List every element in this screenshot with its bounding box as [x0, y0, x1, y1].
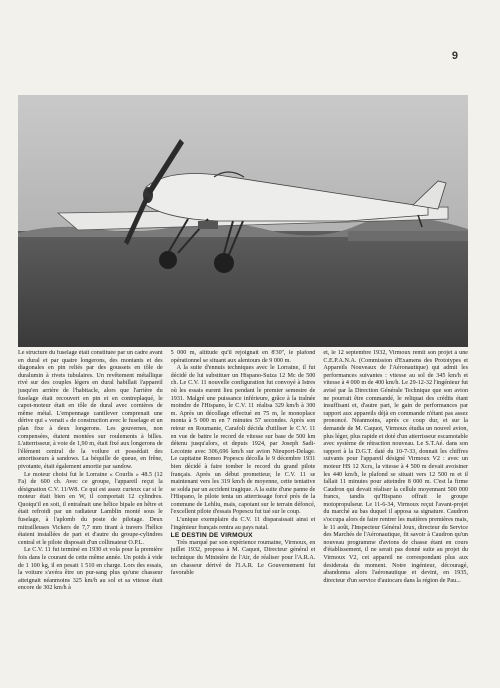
- section-heading: LE DESTIN DE VIRMOUX: [170, 532, 253, 540]
- page-number: 9: [451, 50, 458, 62]
- paragraph: Le structure du fuselage était constituée par un cadre avant en dural et par quatre longerons, des montants et des diagonales en pin reliés par des goussets en tôle de duralumin à rivets tubulaires. Un revêtement métallique rivé sur des couples légers en dural habillait l'appareil jusqu'en arrière de l'habitacle, alors que l'arrière du fuselage était recouvert en pin et en contreplaqué, le capot-moteur était en tôle de dural avec cornières de même métal. L'empennage cantilever comprenait une dérive qui « venait » de construction avec le fuselage et un plan fixe à deux longerons. Les gouvernes, non compensées, étaient montées sur roulements à billes. L'atterrisseur, à voie de 1,90 m, était fixé aux longerons de l'élément central de la voilure et possédait des amortisseurs à sandows. La béquille de queue, en frêne, pivotante, était également amortie par sandow.: [18, 350, 163, 470]
- paragraph: Le C.V. 11 fut terminé en 1930 et vola pour la première fois dans le courant de cette même année. Un poids à vide de 1 100 kg, il en pesait 1 510 en charge. Lors des essais, la voiture s'avéra être un pur-sang plus qu'une chasseur atteignait néanmoins 325 km/h au sol et sa vitesse était encore de 302 km/h à: [18, 547, 163, 592]
- article-body: [18, 350, 468, 680]
- article-column-2: [171, 350, 316, 680]
- article-column-1: [18, 350, 163, 680]
- paragraph: A la suite d'ennuis techniques avec le Lorraine, il fut décidé de lui substituer un Hispano-Suiza 12 Mc de 500 ch. Le C.V. 11 nouvelle configuration fut convoyé à Istres où les essais eurent lieu pendant le premier semestre de 1931. Malgré une puissance inférieure, grâce à la traînée moindre de l'Hispano, le C.V. 11 réalisa 329 km/h à 300 m. Après un décollage effectué en 75 m, le monoplace monta à 5 000 m en 7 minutes 57 secondes. Après son retour en Roumanie, Carafoli décida d'utiliser le C.V. 11 en vue de battre le record de vitesse sur base de 500 km détenu jusqu'alors, et depuis 1924, par Joseph Sadi-Lecointe avec 306,696 km/h sur avion Nieuport-Delage. Le capitaine Romeo Popescu décolla le 9 décembre 1931 bien décidé à faire tomber le record du grand pilote français. Après un début prometteur, le C.V. 11 se maintenant vers les 319 km/h de moyenne, cette tentative se solda par un accident tragique. A la suite d'une panne de l'Hispano, le pilote tenta un atterrissage forcé près de la commune de Lehliu, mais, capotant sur le terrain défoncé, l'excellent pilote d'essais Popescu fut tué sur le coup.: [170, 365, 316, 516]
- aircraft-photo: [18, 95, 468, 347]
- article-column-3: [323, 350, 468, 680]
- paragraph: Très marqué par son expérience roumaine, Virmoux, en juillet 1932, proposa à M. Caquot, Directeur général et technique du Ministère de l'Air, de réaliser pour l'A.R.A. un chasseur dérivé de l'I.A.R. Le Gouvernement fut favorable: [170, 539, 316, 577]
- monoplane-fighter-photo-icon: [18, 95, 468, 347]
- paragraph: 5 000 m, altitude qu'il rejoignait en 8'30'', le plafond opérationnel se situant aux alentours de 9 000 m.: [170, 350, 316, 364]
- paragraph: et, le 12 septembre 1932, Virmoux remit son projet à une C.E.P.A.N.A. (Commission d'Examens des Prototypes et Appareils Nouveaux de l'Aéronautique) qui admit les performances suivantes : vitesse au sol de 345 km/h et vitesse à 4 000 m de 400 km/h. Le 29-12-32 l'ingénieur fut avisé par la Direction Générale Technique que son avion ne pourrait être commandé, le reliquat des crédits étant insuffisant et, d'autre part, le gain de performances par rapport aux appareils déjà en commande n'étant pas assez prononcé. Néanmoins, après ce coup dur, et sur la demande de M. Caquot, Virmoux étudia un nouvel avion, plus léger, plus rapide et doté d'un atterrisseur escamotable avec système de rétraction nouveau. Le S.T.Aé. dans son rapport à la D.G.T. daté du 10-7-33, donnait les chiffres suivants pour l'appareil désigné Virmoux V2 : avec un moteur HS 12 Xcrs, la vitesse à 4 500 m devait avoisiner les 440 km/h, le plafond se situait vers 12 500 m et il fallait 11 minutes pour atteindre 8 000 m. C'est la firme Caudron qui devait réaliser la cellule moyennant 500 000 francs, tandis qu'Hispano offrait le groupe motopropulseur. Le 11-6-34, Virmoux reçut l'avant-projet du marché au bas duquel il apposa sa signature. Caudron s'occupa alors de faire rentrer les matières premières mais, le 11 août, l'Inspecteur Général Joux, directeur du Service des Marchés de l'Aéronautique, fit savoir à Caudron qu'un nouveau programme d'avions de chasse étant en cours d'établissement, il ne serait pas donné suite au projet du Virmoux V2, cet appareil ne correspondant plus aux desiderata du moment. Notre ingénieur, découragé, abandonna alors l'aéronautique et devint, en 1935, directeur d'un service d'autocars dans la région de Pau...: [323, 350, 469, 584]
- paragraph: Le moteur choisi fut le Lorraine « Courlis » 48.5 (12 Fa) de 600 ch. Avec ce groupe, l'appareil reçut la désignation C.V. 11/W8. Ce qui est assez curieux car si le moteur était bien en W, il comportait 12 cylindres. Quoiqu'il en soit, il entraînait une hélice bipale en hêtre et était refroidi par un radiateur Lamblin monté sous le fuselage, à l'aplomb du poste de pilotage. Deux mitrailleuses Vickers de 7,7 mm tirant à travers l'hélice étaient installées de part et d'autre du groupe-cylindres central et le pilote disposait d'un collimateur O.P.L.: [18, 471, 163, 546]
- paragraph: L'unique exemplaire du C.V. 11 disparaissait ainsi et l'ingénieur français rentra au pays natal.: [170, 517, 316, 531]
